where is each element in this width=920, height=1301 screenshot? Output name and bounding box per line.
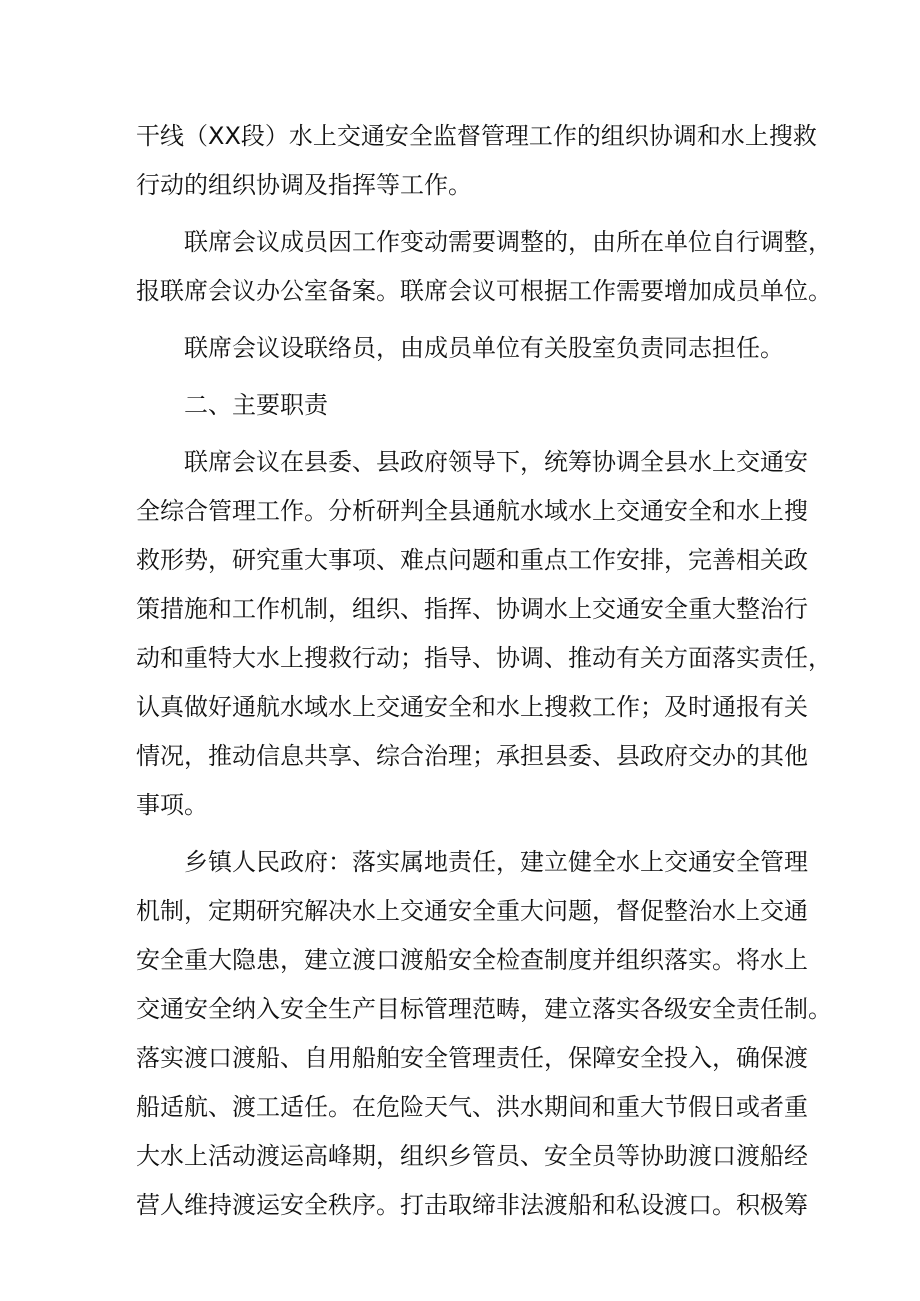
text-line: 救形势，研究重大事项、难点问题和重点工作安排，完善相关政 (136, 546, 808, 574)
section-heading (136, 381, 804, 430)
text-line: 行动的组织协调及指挥等工作。 (136, 171, 472, 199)
text-line: 机制，定期研究解决水上交通安全重大问题，督促整治水上交通 (136, 897, 808, 925)
text-line: 情况，推动信息共享、综合治理；承担县委、县政府交办的其他 (136, 742, 808, 770)
paragraph-2 (136, 218, 832, 316)
paragraph-3 (136, 324, 804, 373)
text-line: 营人维持渡运安全秩序。打击取缔非法渡船和私设渡口。积极筹 (136, 1191, 808, 1219)
text-line: 全综合管理工作。分析研判全县通航水域水上交通安全和水上搜 (136, 497, 808, 525)
text-line: 联席会议在县委、县政府领导下，统筹协调全县水上交通安 (184, 448, 808, 476)
text-line: 干线（XX段）水上交通安全监督管理工作的组织协调和水上搜救 (136, 122, 817, 150)
text-line: 认真做好通航水域水上交通安全和水上搜救工作；及时通报有关 (136, 693, 808, 721)
text-line: 安全重大隐患，建立渡口渡船安全检查制度并组织落实。将水上 (136, 946, 808, 974)
paragraph-1 (136, 112, 817, 210)
text-line: 报联席会议办公室备案。联席会议可根据工作需要增加成员单位。 (136, 277, 832, 305)
heading-text: 二、主要职责 (184, 391, 328, 419)
text-line: 大水上活动渡运高峰期，组织乡管员、安全员等协助渡口渡船经 (136, 1142, 808, 1170)
text-line: 船适航、渡工适任。在危险天气、洪水期间和重大节假日或者重 (136, 1093, 808, 1121)
text-line: 乡镇人民政府：落实属地责任，建立健全水上交通安全管理 (184, 848, 808, 876)
text-line: 联席会议成员因工作变动需要调整的，由所在单位自行调整， (184, 228, 832, 256)
text-line: 联席会议设联络员，由成员单位有关股室负责同志担任。 (184, 334, 784, 362)
text-line: 交通安全纳入安全生产目标管理范畴，建立落实各级安全责任制。 (136, 995, 832, 1023)
document-page (136, 112, 832, 1230)
text-line: 事项。 (136, 791, 208, 819)
text-line: 落实渡口渡船、自用船舶安全管理责任，保障安全投入，确保渡 (136, 1044, 808, 1072)
paragraph-4 (136, 438, 832, 830)
text-line: 动和重特大水上搜救行动；指导、协调、推动有关方面落实责任， (136, 644, 832, 672)
paragraph-5 (136, 838, 832, 1230)
text-line: 策措施和工作机制，组织、指挥、协调水上交通安全重大整治行 (136, 595, 808, 623)
